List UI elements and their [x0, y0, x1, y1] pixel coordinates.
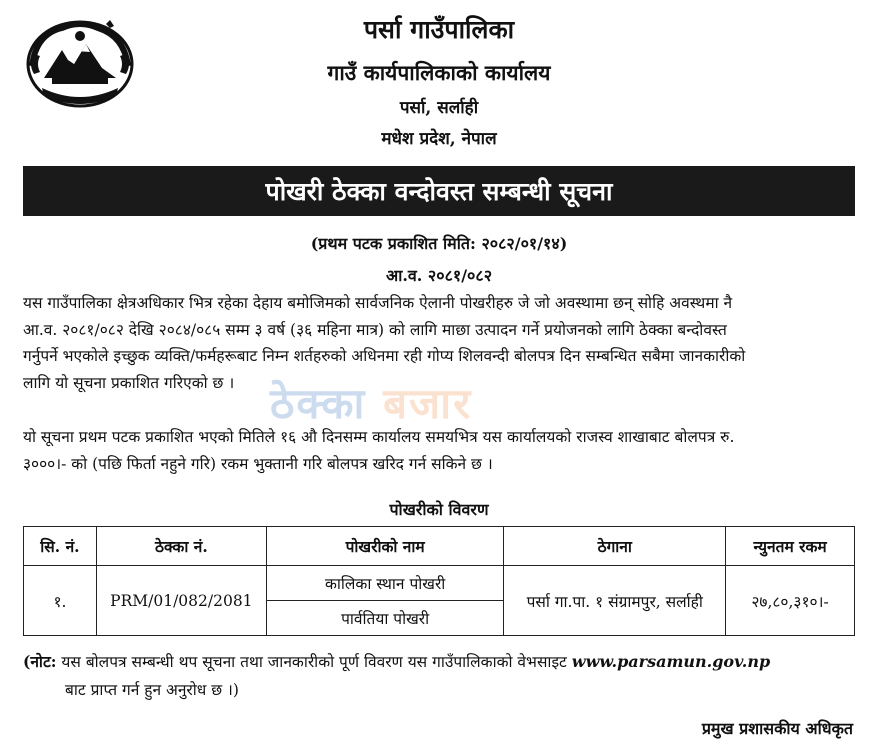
note-text-1: यस बोलपत्र सम्बन्धी थप सूचना तथा जानकारीको पूर्ण विवरण यस गाउँपालिकाको वेभसाइट — [56, 653, 572, 671]
publish-date: (प्रथम पटक प्रकाशित मिति: २०८२/०१/१४) — [310, 234, 568, 253]
fiscal-year: आ.व. २०८१/०८२ — [385, 266, 493, 285]
notice-title-banner — [23, 166, 855, 216]
header-cell-sn: सि. नं. — [24, 527, 97, 566]
office-address: पर्सा, सर्लाही — [399, 98, 479, 118]
note-line-1 — [23, 648, 861, 676]
cell-pond-name: कालिका स्थान पोखरी — [266, 566, 504, 601]
paragraph-line: ३०००।- को (पछि फिर्ता नहुने गरि) रकम भुक्तानी गरि बोलपत्र खरिद गर्न सकिने छ । — [23, 454, 493, 473]
note-section — [23, 648, 861, 704]
pond-details-table — [23, 526, 855, 636]
notice-title: पोखरी ठेक्का वन्दोवस्त सम्बन्धी सूचना — [265, 177, 613, 206]
header-cell-min-amount: न्युनतम रकम — [726, 527, 855, 566]
signature-title: प्रमुख प्रशासकीय अधिकृत — [701, 719, 853, 738]
website-link[interactable]: www.parsamun.gov.np — [571, 652, 771, 671]
paragraph-line: यो सूचना प्रथम पटक प्रकाशित भएको मितिले १६ औ दिनसम्म कार्यालय समयभित्र यस कार्यालयको राजस्व शाखाबाट बोलपत्र रु. — [23, 428, 735, 446]
paragraph-line: गर्नुपर्ने भएकोले इच्छुक व्यक्ति/फर्महरूबाट निम्न शर्तहरुको अधिनमा रही गोप्य शिलवन्दी बोलपत्र दिन सम्बन्धित सबैमा जानकारीको — [23, 347, 746, 365]
note-line-2 — [23, 676, 861, 704]
cell-pond-name: पार्वतिया पोखरी — [266, 601, 504, 636]
province-name: मधेश प्रदेश, नेपाल — [381, 129, 497, 149]
paragraph-line: लागि यो सूचना प्रकाशित गरिएको छ । — [23, 373, 235, 392]
note-label: (नोट: — [23, 652, 57, 671]
header-cell-address: ठेगाना — [504, 527, 726, 566]
cell-sn: १. — [24, 566, 97, 636]
cell-min-amount: २७,८०,३१०।- — [726, 566, 855, 636]
note-text-2: बाट प्राप्त गर्न हुन अनुरोध छ ।) — [65, 681, 239, 699]
watermark-part-1: ठेक्का — [270, 379, 367, 428]
watermark-part-2: बजार — [383, 379, 473, 428]
office-name: गाउँ कार्यपालिकाको कार्यालय — [327, 60, 551, 85]
table-title: पोखरीको विवरण — [389, 500, 489, 519]
municipality-name: पर्सा गाउँपालिका — [363, 15, 515, 44]
header-cell-pond-name: पोखरीको नाम — [266, 527, 504, 566]
cell-address: पर्सा गा.पा. १ संग्रामपुर, सर्लाही — [504, 566, 726, 636]
paragraph-line: आ.व. २०८१/०८२ देखि २०८४/०८५ सम्म ३ वर्ष (३६ महिना मात्र) को लागि माछा उत्पादन गर्ने प्रयोजनको लागि ठेक्का बन्दोवस्त — [23, 320, 727, 339]
paragraph-1 — [23, 290, 855, 396]
header-cell-contract-no: ठेक्का नं. — [96, 527, 266, 566]
paragraph-line: यस गाउँपालिका क्षेत्रअधिकार भित्र रहेका देहाय बमोजिमको सार्वजनिक ऐलानी पोखरीहरु जे जो अवस्थामा छन् सोहि अवस्थमा नै — [23, 294, 733, 312]
table-row — [24, 566, 855, 601]
cell-contract-no: PRM/01/082/2081 — [96, 566, 266, 636]
table-header-row — [24, 527, 855, 566]
paragraph-2 — [23, 424, 855, 477]
